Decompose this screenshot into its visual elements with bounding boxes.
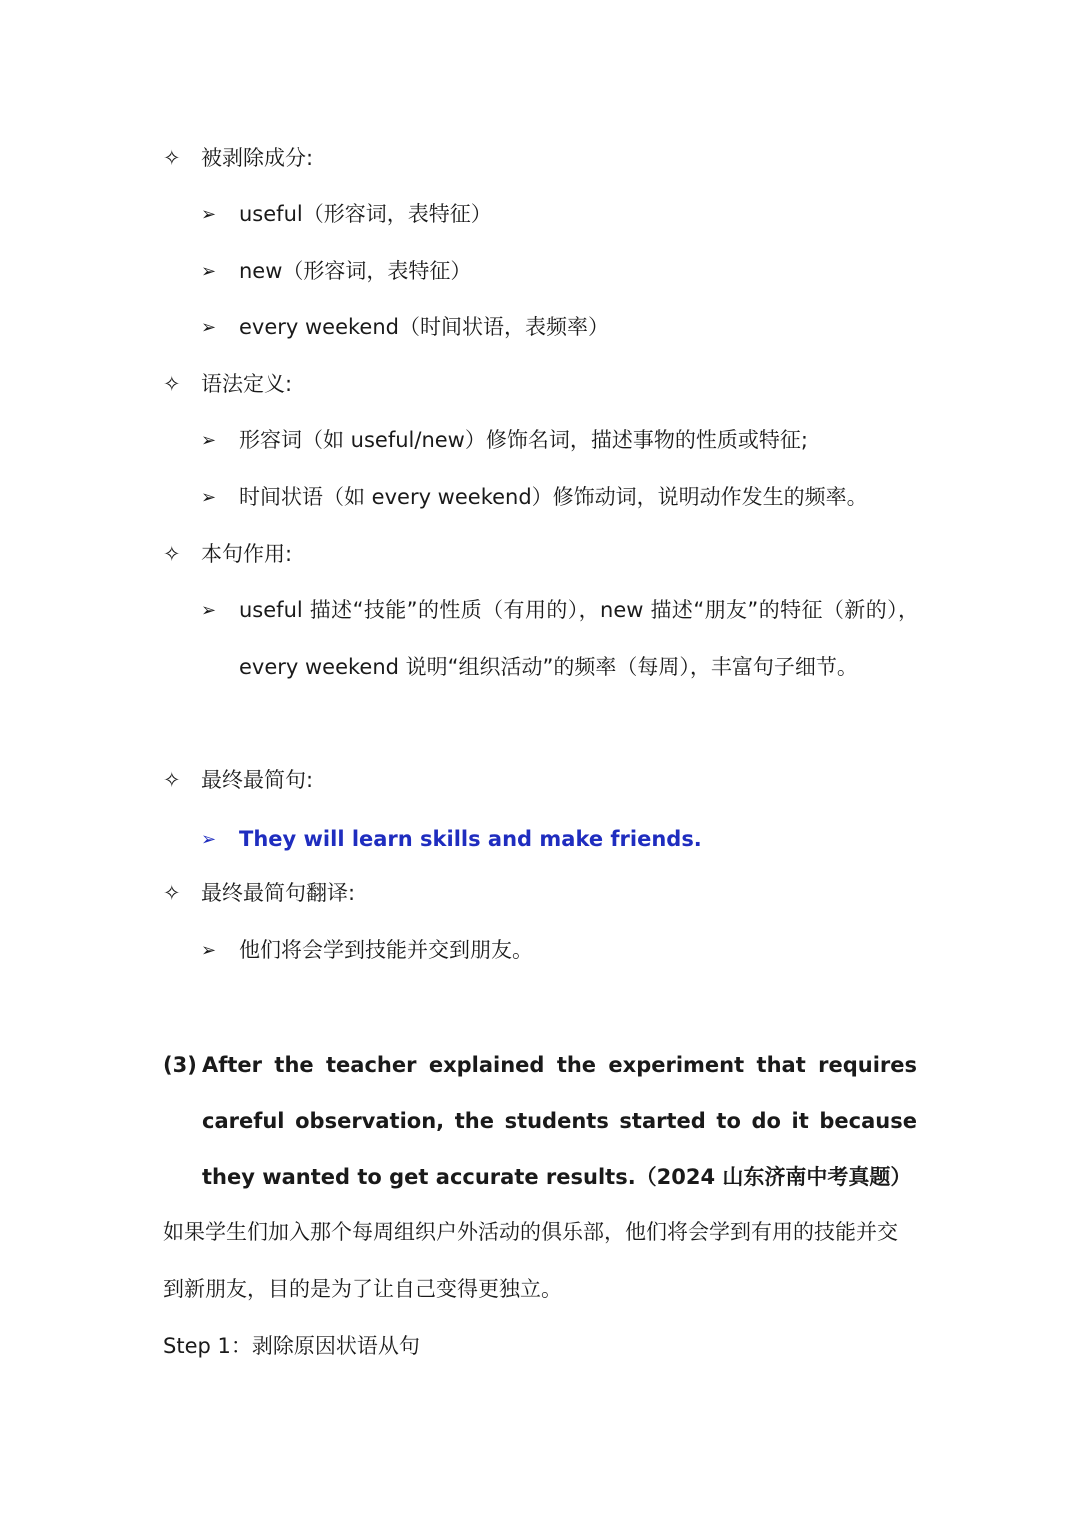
arrow-bullet-icon: ➢ bbox=[201, 940, 217, 961]
chinese-paragraph: 如果学生们加入那个每周组织户外活动的俱乐部，他们将会学到有用的技能并交到新朋友，目的是为了让自己变得更独立。 bbox=[163, 1220, 898, 1301]
removed-heading: 被剥除成分: bbox=[201, 146, 314, 170]
arrow-bullet-icon: ➢ bbox=[201, 600, 217, 621]
translation-heading: 最终最简句翻译: bbox=[201, 881, 356, 905]
question-block bbox=[163, 1037, 923, 1207]
removed-item: every weekend（时间状语，表频率） bbox=[239, 315, 609, 339]
diamond-bullet-icon: ✧ bbox=[163, 768, 181, 792]
arrow-bullet-icon: ➢ bbox=[201, 261, 217, 282]
arrow-bullet-icon: ➢ bbox=[201, 204, 217, 225]
function-paragraph: useful 描述“技能”的性质（有用的），new 描述“朋友”的特征（新的），every weekend 说明“组织活动”的频率（每周），丰富句子细节。 bbox=[239, 598, 919, 679]
arrow-bullet-icon: ➢ bbox=[201, 430, 217, 451]
grammar-heading: 语法定义: bbox=[201, 372, 293, 396]
arrow-bullet-icon: ➢ bbox=[201, 487, 217, 508]
diamond-bullet-icon: ✧ bbox=[163, 146, 181, 170]
simplest-heading: 最终最简句: bbox=[201, 768, 314, 792]
question-number: (3) bbox=[163, 1053, 197, 1077]
translation-text: 他们将会学到技能并交到朋友。 bbox=[239, 938, 533, 962]
question-text: After the teacher explained the experiment that requires careful observation, the students started to do it because they wanted to get accurate results.（2024 山东济南中考真题） bbox=[202, 1053, 917, 1189]
removed-item: useful（形容词，表特征） bbox=[239, 202, 492, 226]
function-heading: 本句作用: bbox=[201, 542, 293, 566]
removed-item: new（形容词，表特征） bbox=[239, 259, 472, 283]
diamond-bullet-icon: ✧ bbox=[163, 881, 181, 905]
simplest-sentence: They will learn skills and make friends. bbox=[239, 827, 702, 851]
diamond-bullet-icon: ✧ bbox=[163, 542, 181, 566]
step-heading: Step 1：剥除原因状语从句 bbox=[163, 1334, 420, 1358]
grammar-item: 形容词（如 useful/new）修饰名词，描述事物的性质或特征; bbox=[239, 428, 808, 452]
grammar-item: 时间状语（如 every weekend）修饰动词，说明动作发生的频率。 bbox=[239, 485, 868, 509]
diamond-bullet-icon: ✧ bbox=[163, 372, 181, 396]
arrow-bullet-icon: ➢ bbox=[201, 829, 217, 850]
arrow-bullet-icon: ➢ bbox=[201, 317, 217, 338]
